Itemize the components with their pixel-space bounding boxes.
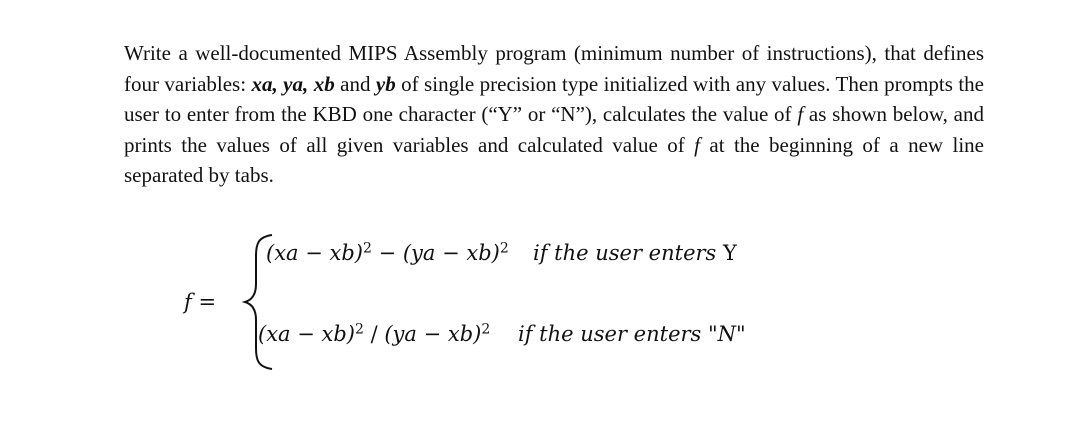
case-1-exponent-a: 2 [362, 240, 372, 257]
case-2-condition [518, 322, 746, 346]
case-2-term-b: (ya − xb) [384, 322, 482, 346]
case-2-operator: / [363, 322, 385, 346]
case-2-expression [258, 322, 490, 346]
separator-2: , [303, 71, 314, 96]
case-1-term-b: (ya − xb) [402, 241, 500, 265]
function-f-ref-1: f [797, 102, 804, 126]
conjunction-and: and [334, 71, 376, 96]
function-f-ref-2: f [694, 132, 700, 157]
variable-yb: yb [375, 71, 396, 96]
case-2-exponent-a: 2 [354, 321, 364, 338]
statement-part-3: as shown below, and prints the values of all given variables and calculated value of [124, 102, 985, 157]
variable-ya: ya [283, 71, 303, 96]
case-1-term-a: (xa − xb) [266, 241, 363, 265]
case-2-exponent-b: 2 [481, 321, 491, 338]
problem-statement [124, 38, 984, 191]
case-1-condition [533, 241, 737, 265]
separator-1: , [272, 71, 284, 96]
case-1-operator: − [371, 241, 403, 265]
case-1-exponent-b: 2 [499, 240, 509, 257]
case-1-expression [266, 241, 509, 265]
case-2-condition-value: "N" [707, 322, 746, 346]
formula-f: f [184, 290, 192, 314]
case-2-condition-text: if the user enters [518, 322, 708, 346]
formula-lhs [184, 290, 216, 314]
statement-part-2: of single precision type initialized with any values. Then prompts the user to enter from the KBD one character (“Y” or “N”), calculates the value of [124, 71, 985, 126]
variable-xb: xb [313, 71, 335, 96]
variable-xa: xa [251, 71, 273, 96]
case-2-term-a: (xa − xb) [258, 322, 355, 346]
case-1-condition-text: if the user enters [533, 241, 723, 265]
formula-equals: = [191, 290, 217, 314]
statement-part-1: Write a well-documented MIPS Assembly program (minimum number of instructions), that defines four variables: [124, 41, 984, 96]
case-1-condition-value: Y [722, 241, 737, 265]
statement-part-4: at the beginning of a new line separated by tabs. [124, 132, 984, 187]
